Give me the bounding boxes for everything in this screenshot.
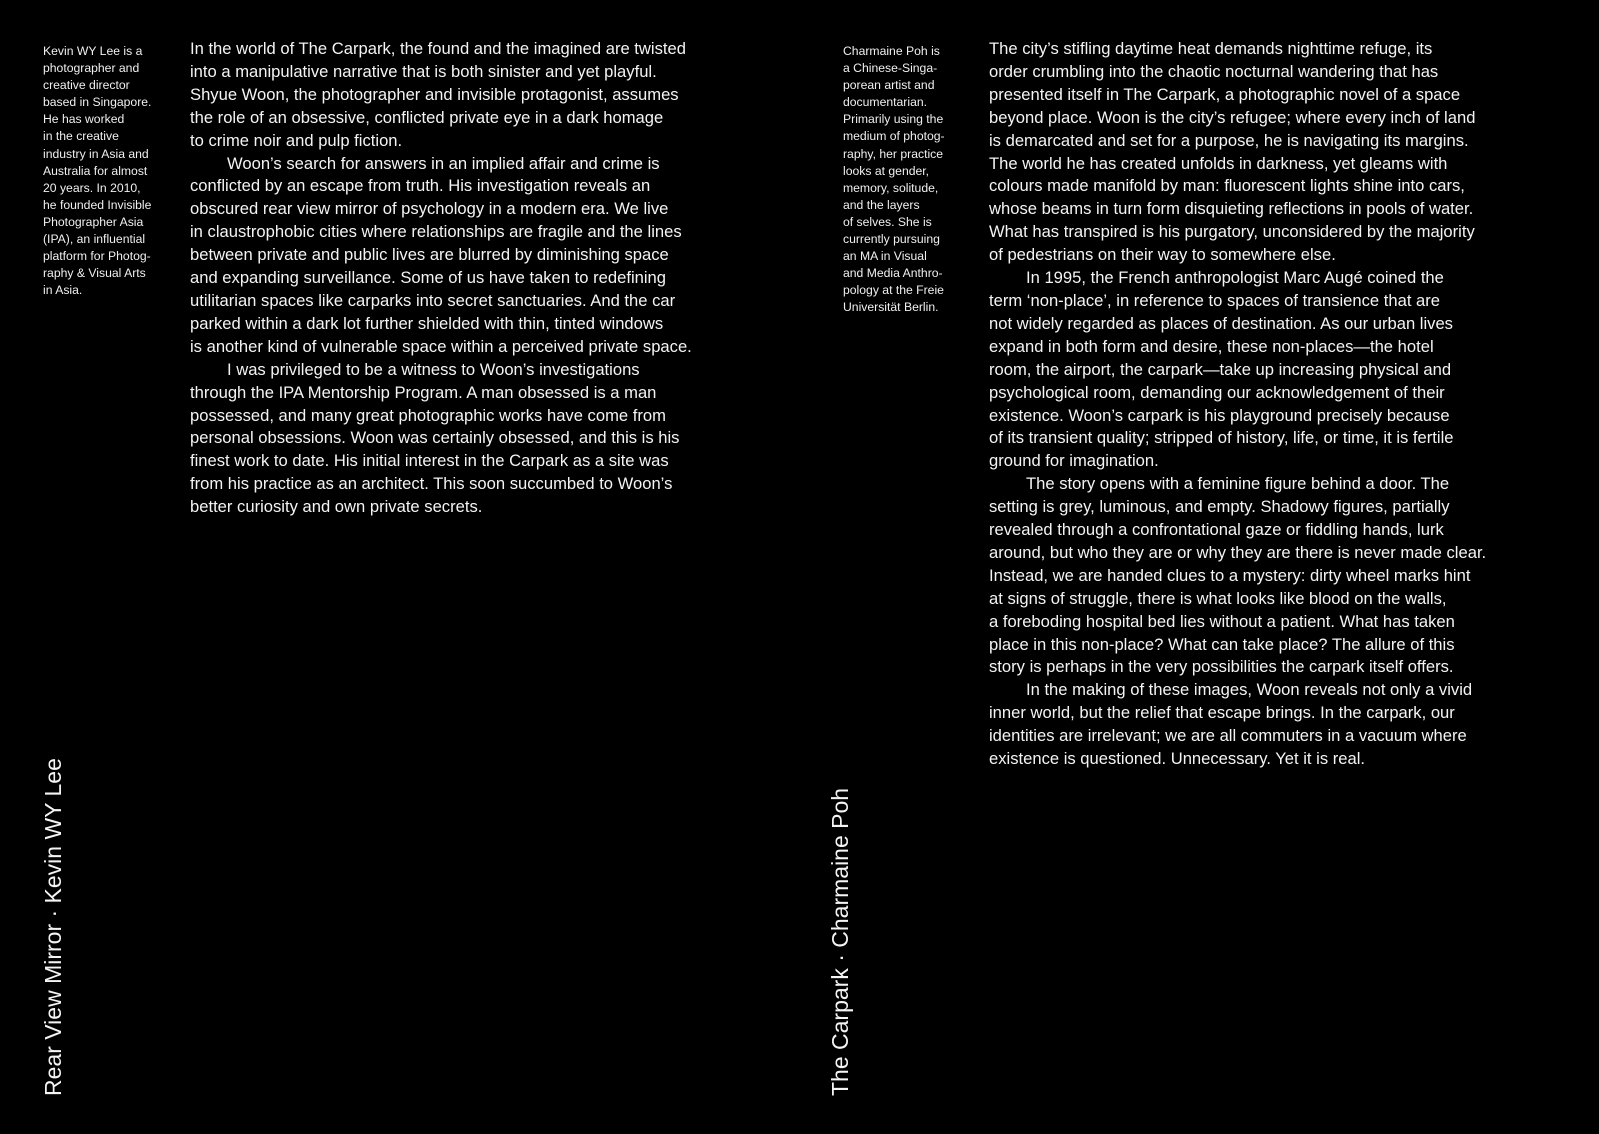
author-bio-charmaine-poh: Charmaine Poh is a Chinese-Singa- porean artist and documentarian. Primarily using the medium of photog- raphy, her practice looks at gender, memory, solitude, and the layers of selves. She is currently pursuing an MA in Visual and Media Anthro- pology at the Freie Universität Berlin.	[843, 44, 945, 315]
author-bio-kevin-wy-lee: Kevin WY Lee is a photographer and creative director based in Singapore. He has worked in the creative industry in Asia and Australia for almost 20 years. In 2010, he founded Invisible Photographer Asia (IPA), an influential platform for Photog- raphy & Visual Arts in Asia.	[43, 44, 152, 298]
essay-paragraph: In the world of The Carpark, the found and the imagined are twisted into a manipulative narrative that is both sinister and yet playful. Shyue Woon, the photographer and invisible protagonist, assumes the role of an obsessive, conflicted private eye in a dark homage to crime noir and pulp fiction.	[190, 39, 686, 150]
essay-the-carpark	[989, 38, 1539, 771]
essay-paragraph: In 1995, the French anthropologist Marc Augé coined the term ‘non-place’, in reference to spaces of transience that are not widely regarded as places of destination. As our urban lives expand in both form and desire, these non-places—the hotel room, the airport, the carpark—take up increasing physical and psychological room, demanding our acknowledgement of their existence. Woon’s carpark is his playground precisely because of its transient quality; stripped of history, life, or time, it is fertile ground for imagination.	[989, 268, 1454, 471]
left-page	[0, 0, 799, 1134]
essay-paragraph: The city’s stifling daytime heat demands nighttime refuge, its order crumbling into the chaotic nocturnal wandering that has presented itself in The Carpark, a photographic novel of a space beyond place. Woon is the city’s refugee; where every inch of land is demarcated and set for a purpose, he is navigating its margins. The world he has created unfolds in darkness, yet gleams with colours made manifold by man: fluorescent lights shine into cars, whose beams in turn form disquieting reflections in pools of water. What has transpired is his purgatory, unconsidered by the majority of pedestrians on their way to somewhere else.	[989, 39, 1476, 265]
spine-title-the-carpark: The Carpark · Charmaine Poh	[827, 787, 853, 1096]
essay-paragraph: In the making of these images, Woon reveals not only a vivid inner world, but the relief that escape brings. In the carpark, our identities are irrelevant; we are all commuters in a vacuum where existence is questioned. Unnecessary. Yet it is real.	[989, 680, 1473, 769]
right-page	[800, 0, 1599, 1134]
essay-paragraph: I was privileged to be a witness to Woon’s investigations through the IPA Mentorship Program. A man obsessed is a man possessed, and many great photographic works have come from personal obsessions. Woon was certainly obsessed, and this is his finest work to date. His initial interest in the Carpark as a site was from his practice as an architect. This soon succumbed to Woon’s better curiosity and own private secrets.	[190, 359, 680, 517]
spine-title-rear-view-mirror: Rear View Mirror · Kevin WY Lee	[40, 758, 66, 1096]
essay-rear-view-mirror	[190, 38, 735, 519]
essay-paragraph: The story opens with a feminine figure behind a door. The setting is grey, luminous, and empty. Shadowy figures, partially revealed through a confrontational gaze or fiddling hands, lurk around, but who they are or why they are there is never made clear. Instead, we are handed clues to a mystery: dirty wheel marks hint at signs of struggle, there is what looks like blood on the walls, a foreboding hospital bed lies without a patient. What has taken place in this non-place? What can take place? The allure of this story is perhaps in the very possibilities the carpark itself offers.	[989, 474, 1487, 677]
essay-paragraph: Woon’s search for answers in an implied affair and crime is conflicted by an escape from truth. His investigation reveals an obscured rear view mirror of psychology in a modern era. We live in claustrophobic cities where relationships are fragile and the lines between private and public lives are blurred by diminishing space and expanding surveillance. Some of us have taken to redefining utilitarian spaces like carparks into secret sanctuaries. And the car parked within a dark lot further shielded with thin, tinted windows is another kind of vulnerable space within a perceived private space.	[190, 153, 692, 356]
